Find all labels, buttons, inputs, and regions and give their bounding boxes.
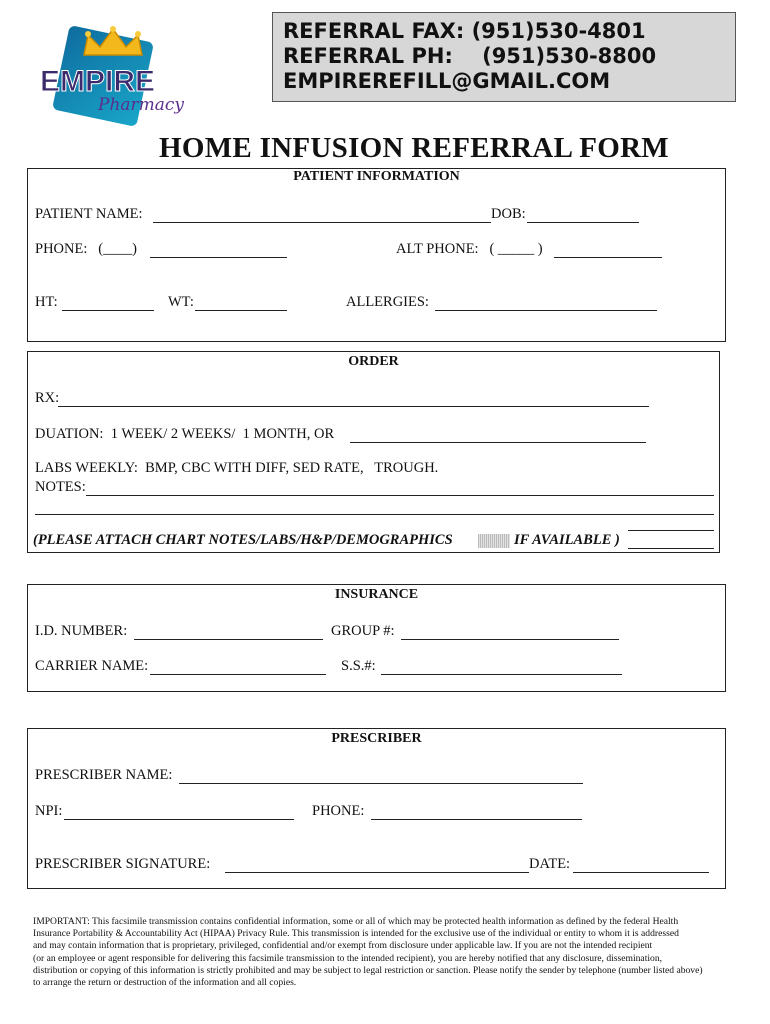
allergies-label: ALLERGIES: <box>346 294 429 310</box>
prescriber-phone-label: PHONE: <box>312 803 365 819</box>
order-section-heading: ORDER <box>348 354 399 369</box>
prescriber-section <box>27 728 726 889</box>
insurance-section-heading: INSURANCE <box>334 587 419 602</box>
rx-field[interactable] <box>58 406 649 407</box>
dob-field[interactable] <box>527 222 639 223</box>
id-number-field[interactable] <box>134 639 323 640</box>
notice-line: and may contain information that is proprietary, privileged, confidential and/or exempt from disclosure under applicable law. If you are not the intended recipient <box>33 940 653 952</box>
prescriber-section-heading: PRESCRIBER <box>331 731 422 746</box>
carrier-name-field[interactable] <box>150 674 326 675</box>
logo-word: EMPIRE <box>40 65 156 98</box>
phone-label: PHONE: (____) <box>35 241 137 257</box>
date-label: DATE: <box>529 856 571 872</box>
group-number-field[interactable] <box>401 639 619 640</box>
notice-line: distribution or copying of this information is strictly prohibited and may be subject to legal restriction or sanction. Please notify the sender by telephone (number listed above) <box>33 964 703 976</box>
npi-label: NPI: <box>35 803 63 819</box>
referral-phone: REFERRAL PH: (951)530-8800 <box>283 44 657 68</box>
ssn-field[interactable] <box>381 674 622 675</box>
crown-icon <box>78 25 148 59</box>
insurance-section <box>27 584 726 692</box>
referral-email: EMPIREREFILL@GMAIL.COM <box>283 69 611 93</box>
notes-field-line-2[interactable] <box>35 514 714 515</box>
empire-pharmacy-logo <box>38 25 188 120</box>
npi-field[interactable] <box>64 819 294 820</box>
prescriber-name-label: PRESCRIBER NAME: <box>35 767 173 783</box>
height-label: HT: <box>35 294 58 310</box>
attach-note-shading <box>478 534 510 548</box>
carrier-name-label: CARRIER NAME: <box>35 658 149 674</box>
height-field[interactable] <box>62 310 154 311</box>
form-title: HOME INFUSION REFERRAL FORM <box>159 132 669 164</box>
date-field[interactable] <box>573 872 709 873</box>
labs-weekly-text: LABS WEEKLY: BMP, CBC WITH DIFF, SED RATE, TROUGH. <box>35 460 439 476</box>
notes-field-line-1[interactable] <box>86 495 714 496</box>
notes-label: NOTES: <box>35 479 86 495</box>
weight-field[interactable] <box>195 310 287 311</box>
group-number-label: GROUP #: <box>331 623 395 639</box>
phone-field[interactable] <box>150 257 287 258</box>
alt-phone-field[interactable] <box>554 257 662 258</box>
notice-line: Insurance Portability & Accountability Act (HIPAA) Privacy Rule. This transmission is intended for the exclusive use of the individual or entity to whom it is addressed <box>33 928 679 940</box>
signature-label: PRESCRIBER SIGNATURE: <box>35 856 211 872</box>
duration-field[interactable] <box>350 442 646 443</box>
signature-field[interactable] <box>225 872 529 873</box>
notes-field-line-3[interactable] <box>628 530 714 531</box>
notice-line: IMPORTANT: This facsimile transmission contains confidential information, some or all of which may be protected health information as defined by the federal Health <box>33 916 679 927</box>
referral-contact-box <box>272 12 736 102</box>
ssn-label: S.S.#: <box>341 658 376 674</box>
patient-name-field[interactable] <box>153 222 491 223</box>
patient-name-label: PATIENT NAME: <box>35 206 143 222</box>
notice-line: (or an employee or agent responsible for delivering this facsimile transmission to the intended recipient), you are hereby notified that any disclosure, dissemination, <box>33 952 663 964</box>
notes-field-line-4[interactable] <box>628 548 714 549</box>
referral-fax: REFERRAL FAX: (951)530-4801 <box>283 19 646 43</box>
id-number-label: I.D. NUMBER: <box>35 623 128 639</box>
order-section <box>27 351 720 553</box>
rx-label: RX: <box>35 390 60 406</box>
attach-note: (PLEASE ATTACH CHART NOTES/LABS/H&P/DEMOGRAPHICS <box>33 532 453 548</box>
attach-note-end: IF AVAILABLE ) <box>514 532 620 548</box>
logo-subtitle: Pharmacy <box>98 95 185 115</box>
notice-line: to arrange the return or destruction of the information and all copies. <box>33 977 297 989</box>
confidentiality-notice <box>33 916 743 989</box>
alt-phone-label: ALT PHONE: ( _____ ) <box>396 241 543 257</box>
patient-information-section <box>27 168 726 342</box>
weight-label: WT: <box>168 294 194 310</box>
patient-section-heading: PATIENT INFORMATION <box>293 169 460 184</box>
prescriber-phone-field[interactable] <box>371 819 582 820</box>
prescriber-name-field[interactable] <box>179 783 583 784</box>
dob-label: DOB: <box>491 206 526 222</box>
allergies-field[interactable] <box>435 310 657 311</box>
duration-label: DUATION: 1 WEEK/ 2 WEEKS/ 1 MONTH, OR <box>35 426 335 442</box>
